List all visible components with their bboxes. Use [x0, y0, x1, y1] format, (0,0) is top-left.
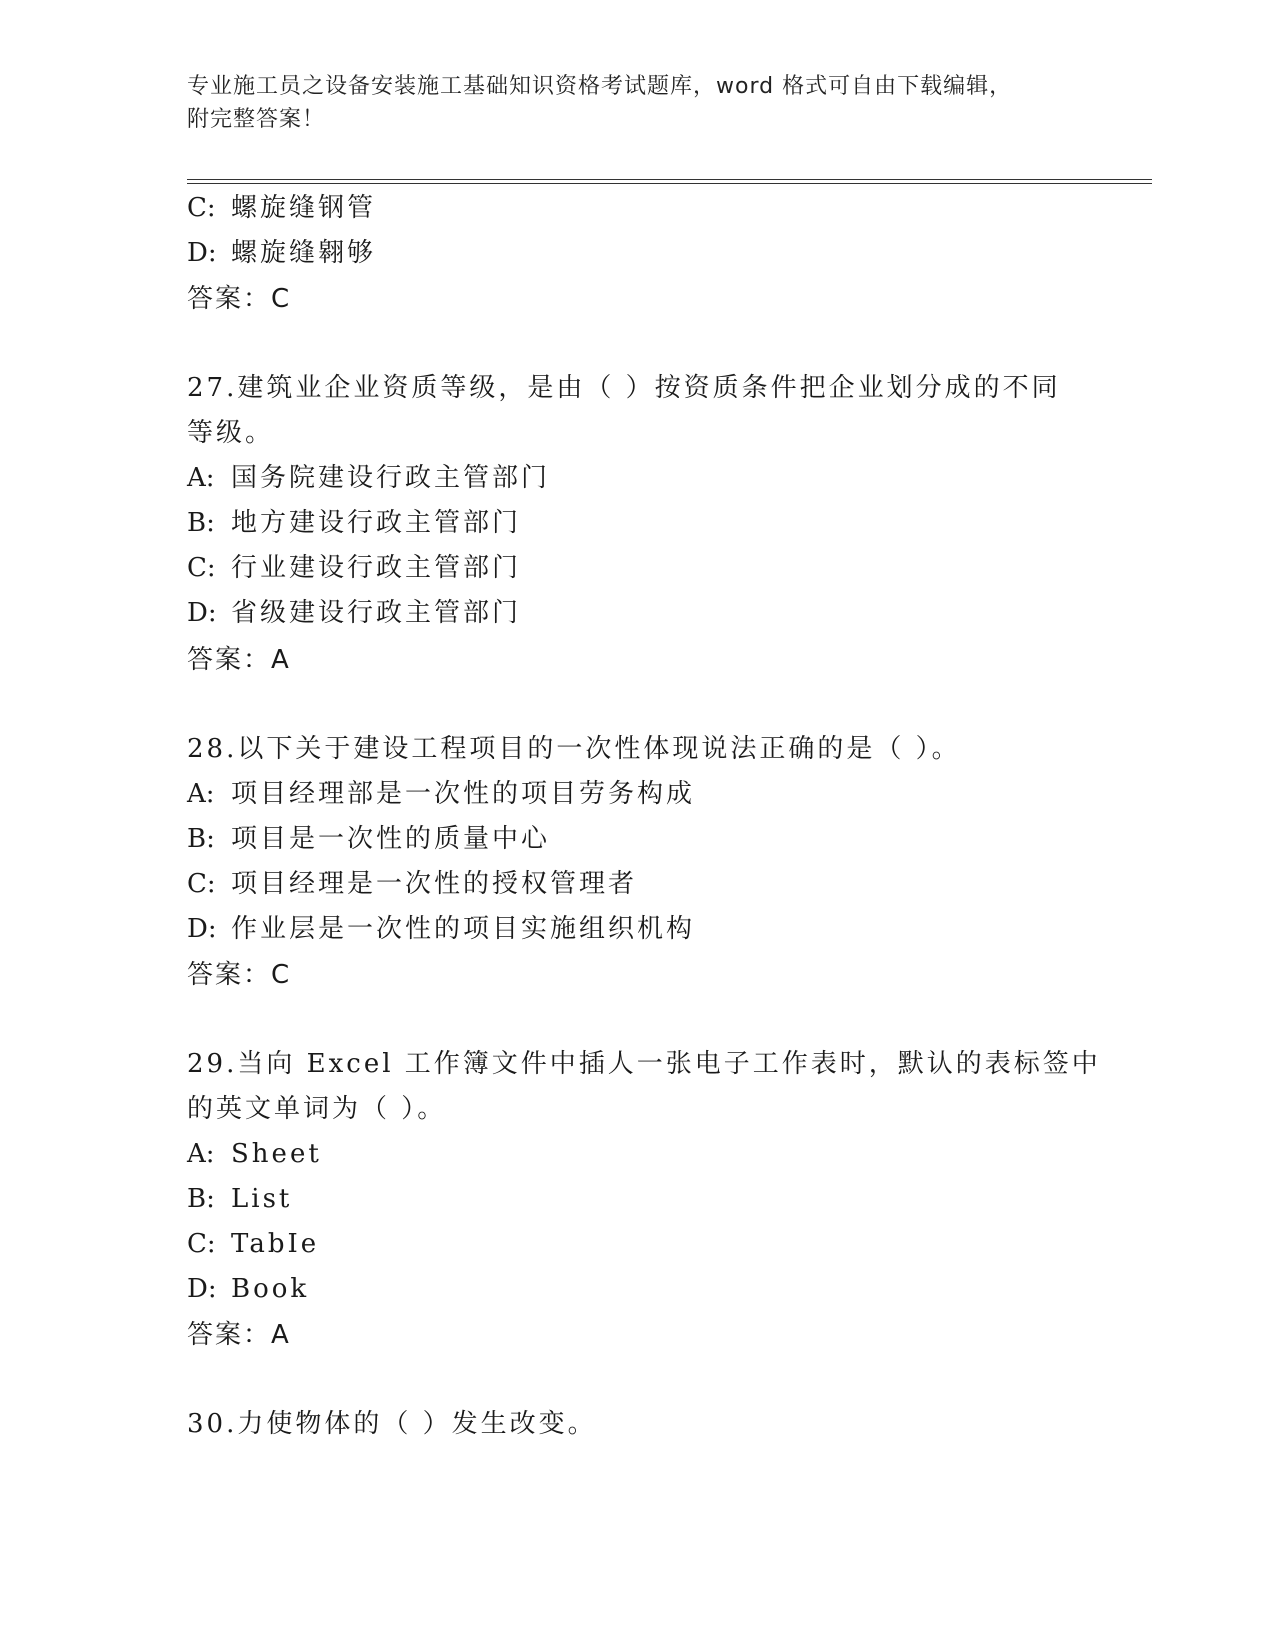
option-label: C:: [187, 193, 216, 223]
q29-option-c: [187, 1226, 319, 1262]
option-label: D:: [187, 598, 217, 628]
option-text: 地方建设行政主管部门: [231, 508, 522, 538]
q29-option-d: [187, 1271, 309, 1307]
option-label: B:: [187, 824, 215, 854]
q27-stem-line-2: 等级。: [187, 418, 275, 448]
option-label: A:: [187, 779, 215, 809]
option-label: D:: [187, 238, 217, 268]
q27-option-b: [187, 505, 521, 541]
option-label: C:: [187, 1229, 216, 1259]
option-label: D:: [187, 1274, 217, 1304]
q28-option-b: [187, 821, 550, 857]
q26-option-d: [187, 235, 376, 271]
document-header: [187, 70, 1087, 136]
q28-option-a: [187, 776, 695, 812]
option-label: B:: [187, 508, 215, 538]
option-text: 项目经理是一次性的授权管理者: [231, 869, 638, 899]
option-text: 螺旋缝翱够: [231, 238, 377, 268]
q29-option-a: [187, 1136, 322, 1172]
option-label: B:: [187, 1184, 215, 1214]
option-text: 行业建设行政主管部门: [231, 553, 522, 583]
q27-stem-line-1: 27.建筑业企业资质等级，是由（ ）按资质条件把企业划分成的不同: [187, 373, 1061, 403]
option-label: C:: [187, 553, 216, 583]
q29-stem-line-2: 的英文单词为（ ）。: [187, 1094, 447, 1124]
option-text: 作业层是一次性的项目实施组织机构: [231, 914, 696, 944]
q27-option-a: [187, 460, 550, 496]
option-label: D:: [187, 914, 217, 944]
option-text: 螺旋缝钢管: [231, 193, 377, 223]
q28-option-d: [187, 911, 695, 947]
header-line-1: 专业施工员之设备安装施工基础知识资格考试题库，word 格式可自由下载编辑，: [187, 74, 1013, 99]
q28-stem-line-1: 28.以下关于建设工程项目的一次性体现说法正确的是（ ）。: [187, 734, 961, 764]
option-text: Sheet: [231, 1139, 322, 1169]
header-rule-top: [187, 179, 1152, 180]
option-text: Book: [231, 1274, 310, 1304]
option-text: 省级建设行政主管部门: [231, 598, 522, 628]
q29-answer: 答案：A: [187, 1320, 291, 1350]
q30-stem-line-1: 30.力使物体的（ ）发生改变。: [187, 1409, 597, 1439]
option-text: TabIe: [231, 1229, 320, 1259]
header-line-2: 附完整答案！: [187, 107, 326, 132]
option-label: C:: [187, 869, 216, 899]
q26-answer: 答案：C: [187, 284, 292, 314]
q29-option-b: [187, 1181, 292, 1217]
q26-option-c: [187, 190, 376, 226]
option-text: 项目经理部是一次性的项目劳务构成: [231, 779, 696, 809]
option-label: A:: [187, 1139, 215, 1169]
option-text: 项目是一次性的质量中心: [231, 824, 551, 854]
q27-option-c: [187, 550, 521, 586]
q27-answer: 答案：A: [187, 645, 291, 675]
q28-answer: 答案：C: [187, 960, 292, 990]
option-text: 国务院建设行政主管部门: [231, 463, 551, 493]
header-rule-bottom: [187, 183, 1152, 184]
option-text: List: [231, 1184, 293, 1214]
q29-stem-line-1: 29.当向 Excel 工作簿文件中插人一张电子工作表时，默认的表标签中: [187, 1049, 1101, 1079]
q28-option-c: [187, 866, 637, 902]
option-label: A:: [187, 463, 215, 493]
q27-option-d: [187, 595, 521, 631]
